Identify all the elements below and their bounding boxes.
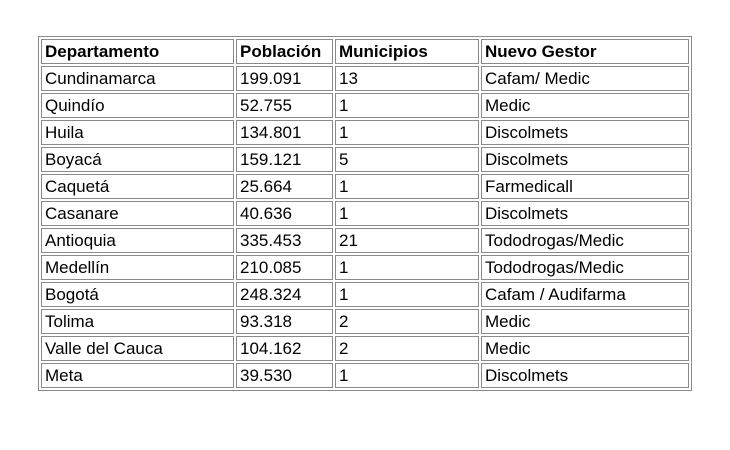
cell-poblacion: 335.453 [236, 228, 333, 253]
cell-nuevo-gestor: Discolmets [481, 201, 689, 226]
cell-poblacion: 199.091 [236, 66, 333, 91]
table-header [41, 39, 689, 64]
cell-departamento: Huila [41, 120, 234, 145]
cell-municipios: 13 [335, 66, 479, 91]
cell-poblacion: 52.755 [236, 93, 333, 118]
cell-municipios: 2 [335, 336, 479, 361]
table-row [41, 201, 689, 226]
cell-municipios: 1 [335, 174, 479, 199]
cell-nuevo-gestor: Medic [481, 309, 689, 334]
cell-poblacion: 104.162 [236, 336, 333, 361]
column-header-municipios: Municipios [335, 39, 479, 64]
cell-municipios: 1 [335, 363, 479, 388]
table-row [41, 282, 689, 307]
cell-poblacion: 210.085 [236, 255, 333, 280]
cell-nuevo-gestor: Discolmets [481, 147, 689, 172]
cell-poblacion: 134.801 [236, 120, 333, 145]
cell-departamento: Quindío [41, 93, 234, 118]
cell-municipios: 5 [335, 147, 479, 172]
table-row [41, 363, 689, 388]
cell-municipios: 1 [335, 201, 479, 226]
cell-departamento: Cundinamarca [41, 66, 234, 91]
table-row [41, 228, 689, 253]
cell-municipios: 1 [335, 93, 479, 118]
cell-municipios: 1 [335, 120, 479, 145]
cell-municipios: 2 [335, 309, 479, 334]
cell-departamento: Casanare [41, 201, 234, 226]
cell-nuevo-gestor: Discolmets [481, 120, 689, 145]
table-row [41, 120, 689, 145]
cell-departamento: Medellín [41, 255, 234, 280]
cell-departamento: Bogotá [41, 282, 234, 307]
cell-poblacion: 40.636 [236, 201, 333, 226]
cell-departamento: Antioquia [41, 228, 234, 253]
departments-table [38, 36, 692, 391]
cell-departamento: Tolima [41, 309, 234, 334]
cell-departamento: Caquetá [41, 174, 234, 199]
header-row [41, 39, 689, 64]
cell-poblacion: 93.318 [236, 309, 333, 334]
table-row [41, 336, 689, 361]
cell-nuevo-gestor: Medic [481, 336, 689, 361]
table-container [38, 36, 692, 391]
table-row [41, 309, 689, 334]
table-row [41, 147, 689, 172]
cell-poblacion: 248.324 [236, 282, 333, 307]
column-header-departamento: Departamento [41, 39, 234, 64]
table-row [41, 66, 689, 91]
cell-poblacion: 25.664 [236, 174, 333, 199]
table-row [41, 93, 689, 118]
cell-departamento: Boyacá [41, 147, 234, 172]
table-row [41, 174, 689, 199]
table-body [41, 66, 689, 388]
cell-nuevo-gestor: Cafam / Audifarma [481, 282, 689, 307]
cell-municipios: 21 [335, 228, 479, 253]
column-header-nuevo-gestor: Nuevo Gestor [481, 39, 689, 64]
cell-nuevo-gestor: Tododrogas/Medic [481, 255, 689, 280]
cell-nuevo-gestor: Discolmets [481, 363, 689, 388]
cell-poblacion: 39.530 [236, 363, 333, 388]
cell-nuevo-gestor: Farmedicall [481, 174, 689, 199]
cell-municipios: 1 [335, 282, 479, 307]
cell-nuevo-gestor: Medic [481, 93, 689, 118]
cell-departamento: Valle del Cauca [41, 336, 234, 361]
cell-nuevo-gestor: Cafam/ Medic [481, 66, 689, 91]
cell-departamento: Meta [41, 363, 234, 388]
cell-nuevo-gestor: Tododrogas/Medic [481, 228, 689, 253]
column-header-poblacion: Población [236, 39, 333, 64]
table-row [41, 255, 689, 280]
cell-municipios: 1 [335, 255, 479, 280]
cell-poblacion: 159.121 [236, 147, 333, 172]
